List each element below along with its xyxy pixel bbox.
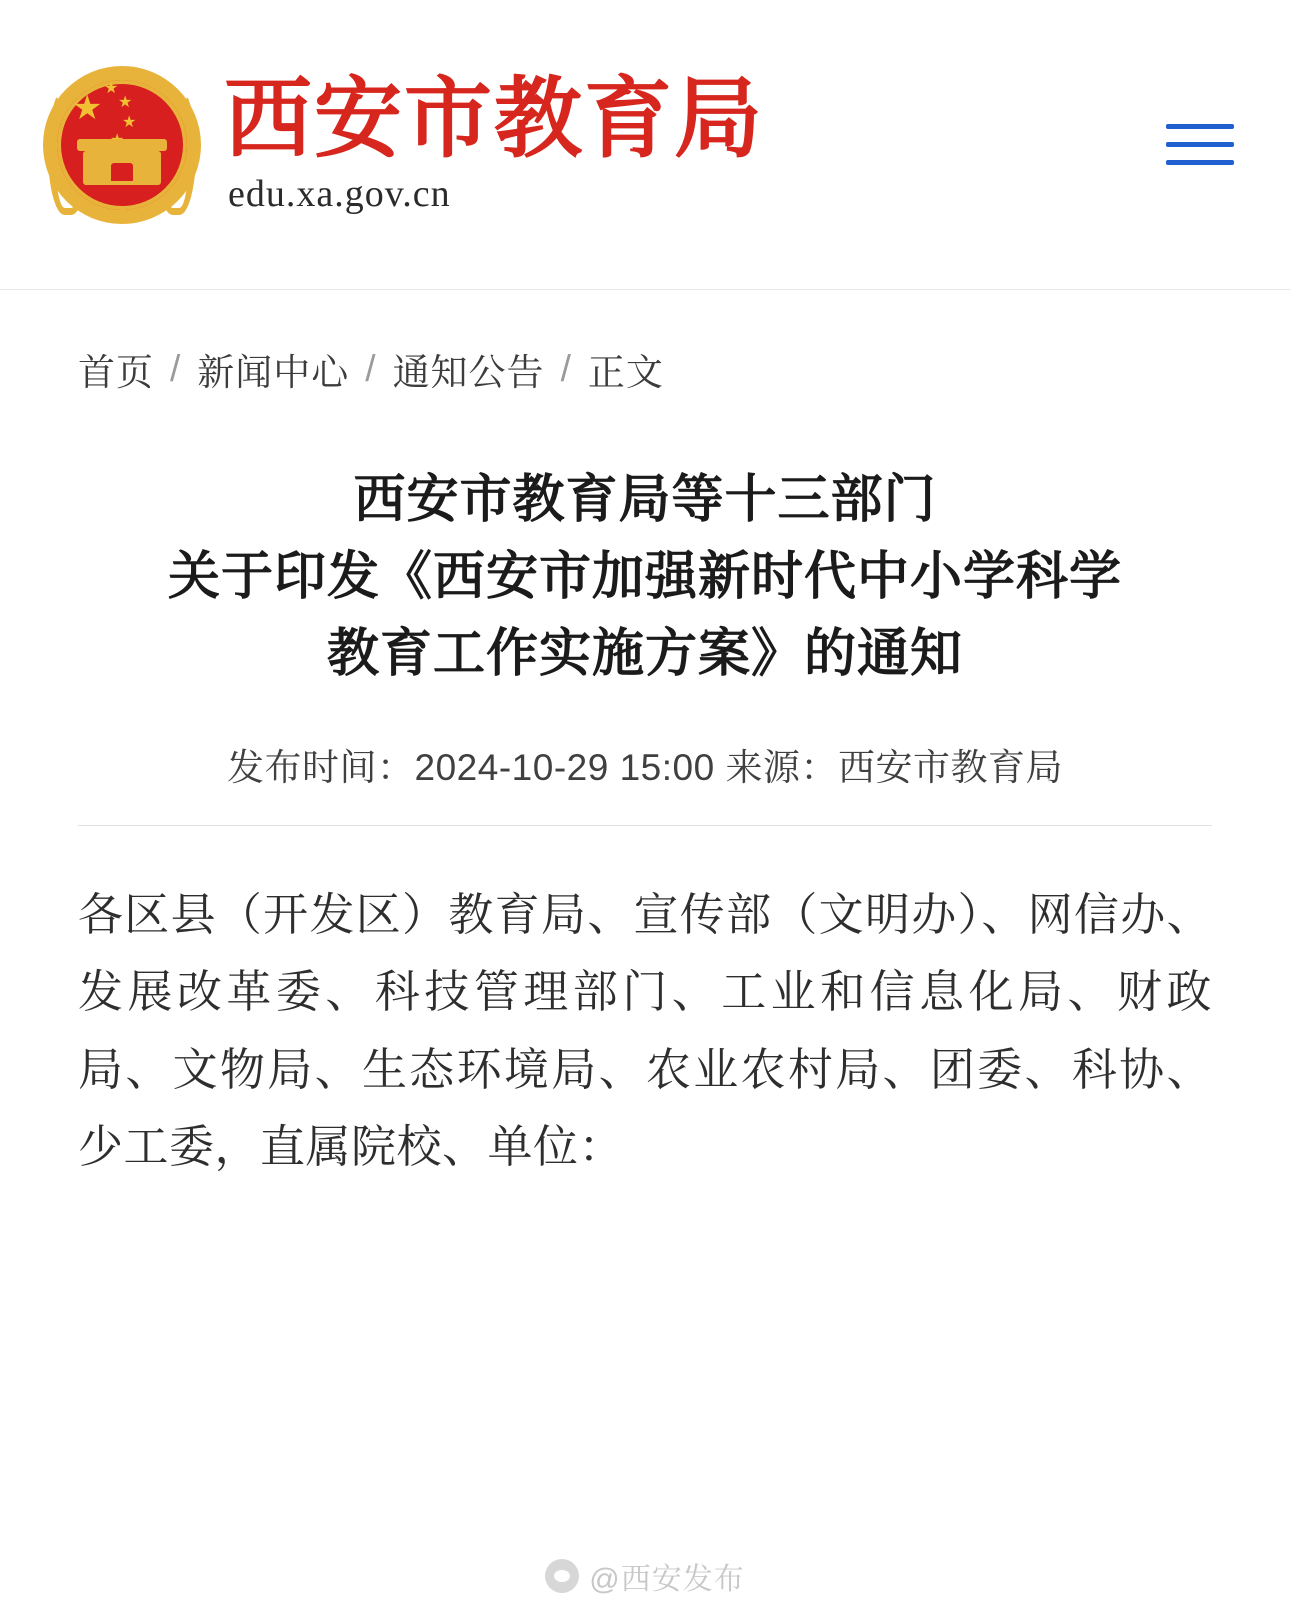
site-domain: edu.xa.gov.cn — [228, 172, 451, 215]
breadcrumb-item-current: 正文 — [587, 352, 664, 393]
breadcrumb-item-news-center[interactable]: 新闻中心 — [197, 352, 350, 393]
breadcrumb-item-home[interactable]: 首页 — [78, 352, 154, 393]
source-label: 来源： — [725, 746, 838, 788]
site-header — [0, 0, 1290, 290]
breadcrumb — [0, 290, 1290, 396]
meta-divider — [78, 825, 1212, 826]
watermark — [0, 1554, 1290, 1598]
title-line-2: 关于印发《西安市加强新时代中小学科学 — [167, 547, 1122, 606]
watermark-text: @西安发布 — [589, 1563, 745, 1596]
article-body — [78, 876, 1212, 1186]
site-brand[interactable] — [42, 65, 1160, 225]
site-title: 西安市教育局 — [224, 67, 765, 171]
menu-bar-2 — [1166, 142, 1234, 147]
publish-time-value: 2024-10-29 15:00 — [414, 746, 715, 788]
title-line-3: 教育工作实施方案》的通知 — [326, 624, 963, 683]
page-title — [78, 462, 1212, 693]
breadcrumb-item-announcements[interactable]: 通知公告 — [392, 352, 545, 393]
publish-time-label: 发布时间： — [227, 746, 415, 788]
article — [0, 462, 1290, 1185]
weibo-logo-icon — [545, 1559, 579, 1593]
article-paragraph: 各区县（开发区）教育局、宣传部（文明办）、网信办、发展改革委、科技管理部门、工业和信息化局、财政局、文物局、生态环境局、农业农村局、团委、科协、少工委，直属院校、单位： — [78, 888, 1212, 1173]
menu-bar-1 — [1166, 124, 1234, 129]
hamburger-menu-icon[interactable] — [1160, 110, 1240, 180]
national-emblem-icon: ★ ★ ★ ★ — [42, 65, 202, 225]
brand-text — [224, 67, 765, 215]
menu-bar-3 — [1166, 160, 1234, 165]
breadcrumb-separator-3: / — [560, 348, 572, 389]
article-meta — [78, 737, 1212, 791]
title-line-1: 西安市教育局等十三部门 — [353, 471, 937, 529]
source-value: 西安市教育局 — [837, 746, 1063, 788]
breadcrumb-separator-1: / — [170, 348, 182, 389]
breadcrumb-separator-2: / — [365, 348, 377, 389]
